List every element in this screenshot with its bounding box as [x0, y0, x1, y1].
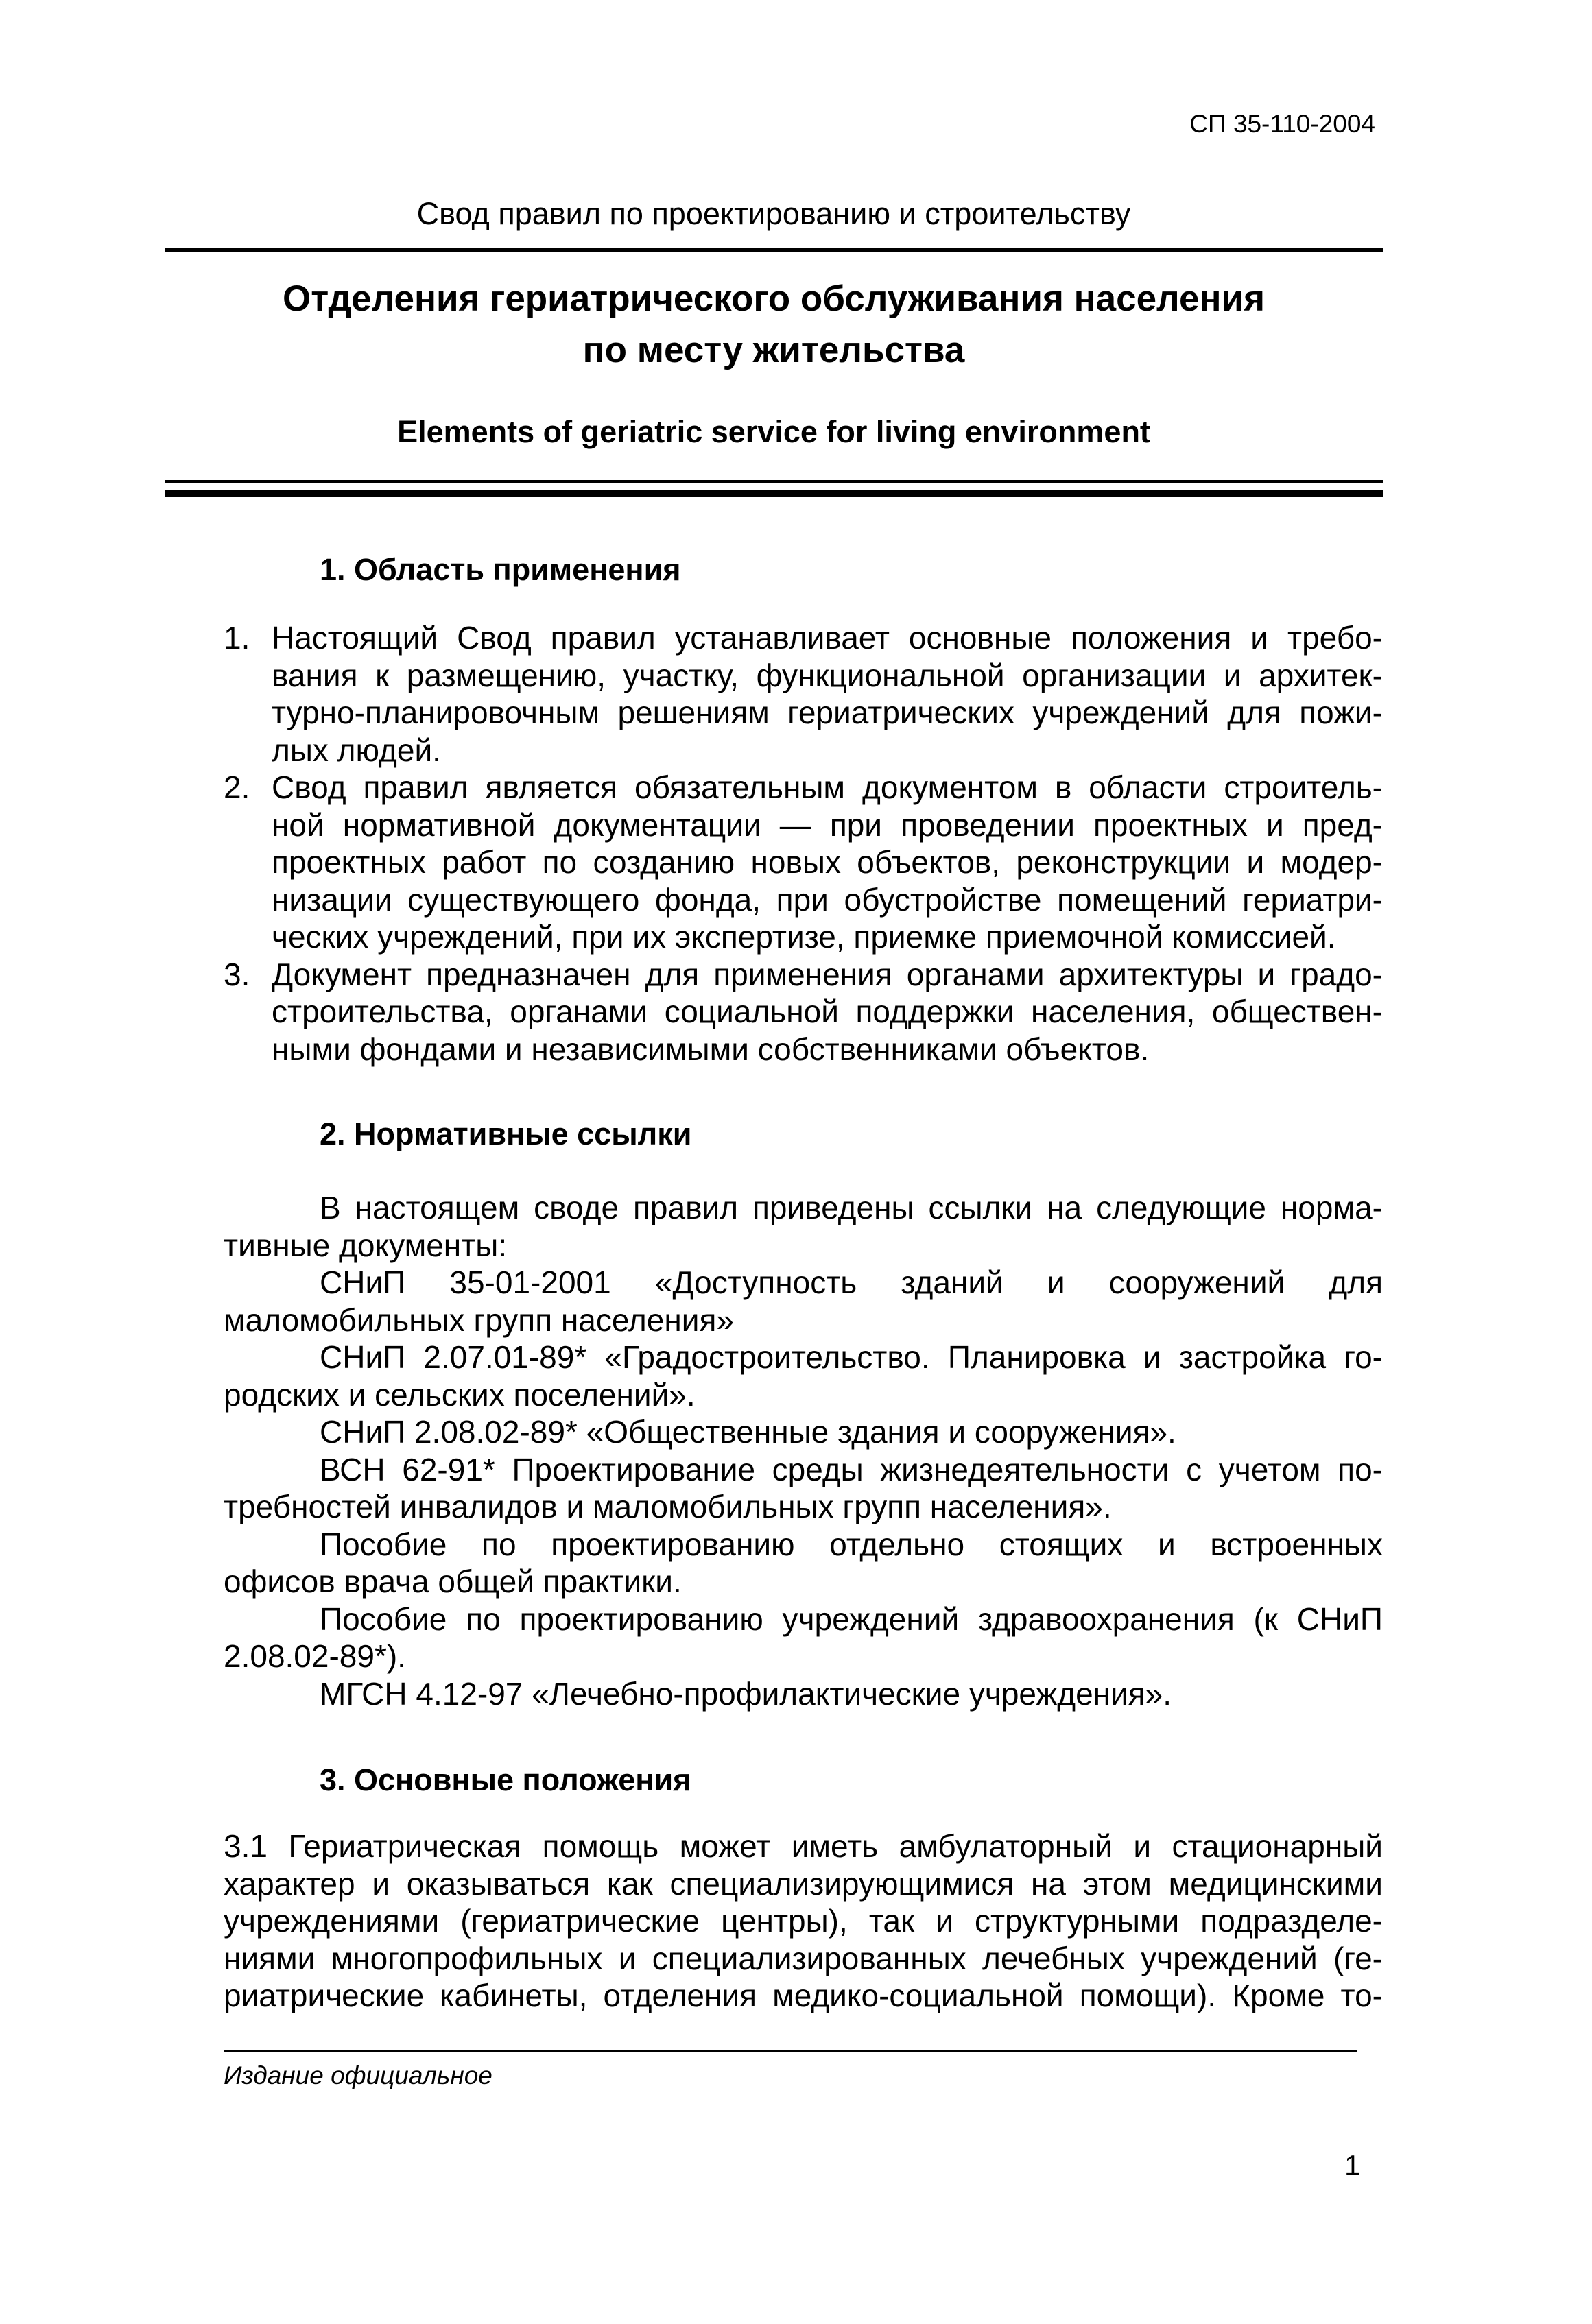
section-heading-references: 2. Нормативные ссылки [320, 1116, 692, 1151]
text-line: учреждениями (гериатрические центры), так и структурными подразделе- [224, 1903, 1383, 1939]
header-rule [165, 248, 1383, 252]
text-line: низации существующего фонда, при обустройстве помещений гериатри- [272, 881, 1383, 918]
text-line: В настоящем своде правил приведены ссылки на следующие норма- [320, 1190, 1383, 1225]
section-heading-basics: 3. Основные положения [320, 1762, 691, 1797]
text-line: МГСН 4.12-97 «Лечебно-профилактические учреждения». [320, 1675, 1172, 1712]
text-line: СНиП 2.08.02-89* «Общественные здания и сооружения». [320, 1414, 1176, 1450]
text-line: турно-планировочным решениям гериатрических учреждений для пожи- [272, 695, 1383, 730]
text-line: риатрические кабинеты, отделения медико-социальной помощи). Кроме то- [224, 1978, 1383, 2013]
text-line: 2.08.02-89*). [224, 1638, 406, 1674]
text-line: ческих учреждений, при их экспертизе, приемке приемочной комиссией. [272, 919, 1336, 955]
text-line: 3.1 Гериатрическая помощь может иметь амбулаторный и стационарный [224, 1828, 1383, 1864]
title-line-1: Отделения гериатрического обслуживания населения [282, 278, 1266, 319]
list-item [224, 619, 1383, 769]
page-title [165, 273, 1383, 376]
text-line: вания к размещению, участку, функциональной организации и архитек- [272, 657, 1383, 693]
section-heading-scope: 1. Область применения [320, 552, 681, 587]
title-rule-thin [165, 480, 1383, 483]
text-line: проектных работ по созданию новых объектов, реконструкции и модер- [272, 844, 1383, 880]
title-rule-thick [165, 490, 1383, 497]
text-line: СНиП 2.07.01-89* «Градостроительство. Планировка и застройка го- [320, 1339, 1383, 1375]
document-series: Свод правил по проектированию и строительству [416, 196, 1131, 231]
text-line: лых людей. [272, 732, 441, 768]
title-line-2: по месту жительства [582, 330, 965, 370]
text-line: Пособие по проектированию учреждений здравоохранения (к СНиП [320, 1601, 1383, 1637]
list-item [224, 769, 1383, 956]
document-code: СП 35-110-2004 [1189, 110, 1375, 138]
scope-list [224, 619, 1383, 1068]
text-line: тивные документы: [224, 1227, 508, 1263]
text-line: ВСН 62-91* Проектирование среды жизнедеятельности с учетом по- [320, 1451, 1383, 1487]
text-line: требностей инвалидов и маломобильных групп населения». [224, 1489, 1112, 1524]
official-edition-note: Издание официальное [224, 2061, 492, 2089]
text-line: ниями многопрофильных и специализированных лечебных учреждений (ге- [224, 1940, 1383, 1976]
text-line: Документ предназначен для применения органами архитектуры и градо- [272, 956, 1383, 992]
text-line: Свод правил является обязательным документом в области строитель- [272, 769, 1383, 805]
text-line: СНиП 35-01-2001 «Доступность зданий и сооружений для [320, 1265, 1383, 1300]
list-item-number: 2. [224, 769, 250, 805]
text-line: ными фондами и независимыми собственниками объектов. [272, 1031, 1150, 1067]
list-item-number: 1. [224, 620, 250, 656]
text-line: офисов врача общей практики. [224, 1564, 682, 1599]
text-line: Настоящий Свод правил устанавливает основные положения и требо- [272, 620, 1383, 656]
references-block [224, 1189, 1383, 1712]
footnote-rule [224, 2050, 1357, 2052]
basics-paragraph [224, 1828, 1383, 2015]
text-line: Пособие по проектированию отдельно стоящих и встроенных [320, 1526, 1383, 1562]
text-line: маломобильных групп населения» [224, 1302, 734, 1338]
text-line: ной нормативной документации — при проведении проектных и пред- [272, 806, 1383, 843]
title-english: Elements of geriatric service for living environment [397, 414, 1150, 449]
text-line: родских и сельских поселений». [224, 1376, 696, 1413]
list-item-number: 3. [224, 956, 250, 992]
text-line: характер и оказываться как специализирующимися на этом медицинскими [224, 1865, 1383, 1902]
page-number: 1 [1344, 2149, 1361, 2181]
text-line: строительства, органами социальной поддержки населения, обществен- [272, 994, 1383, 1029]
list-item [224, 956, 1383, 1068]
